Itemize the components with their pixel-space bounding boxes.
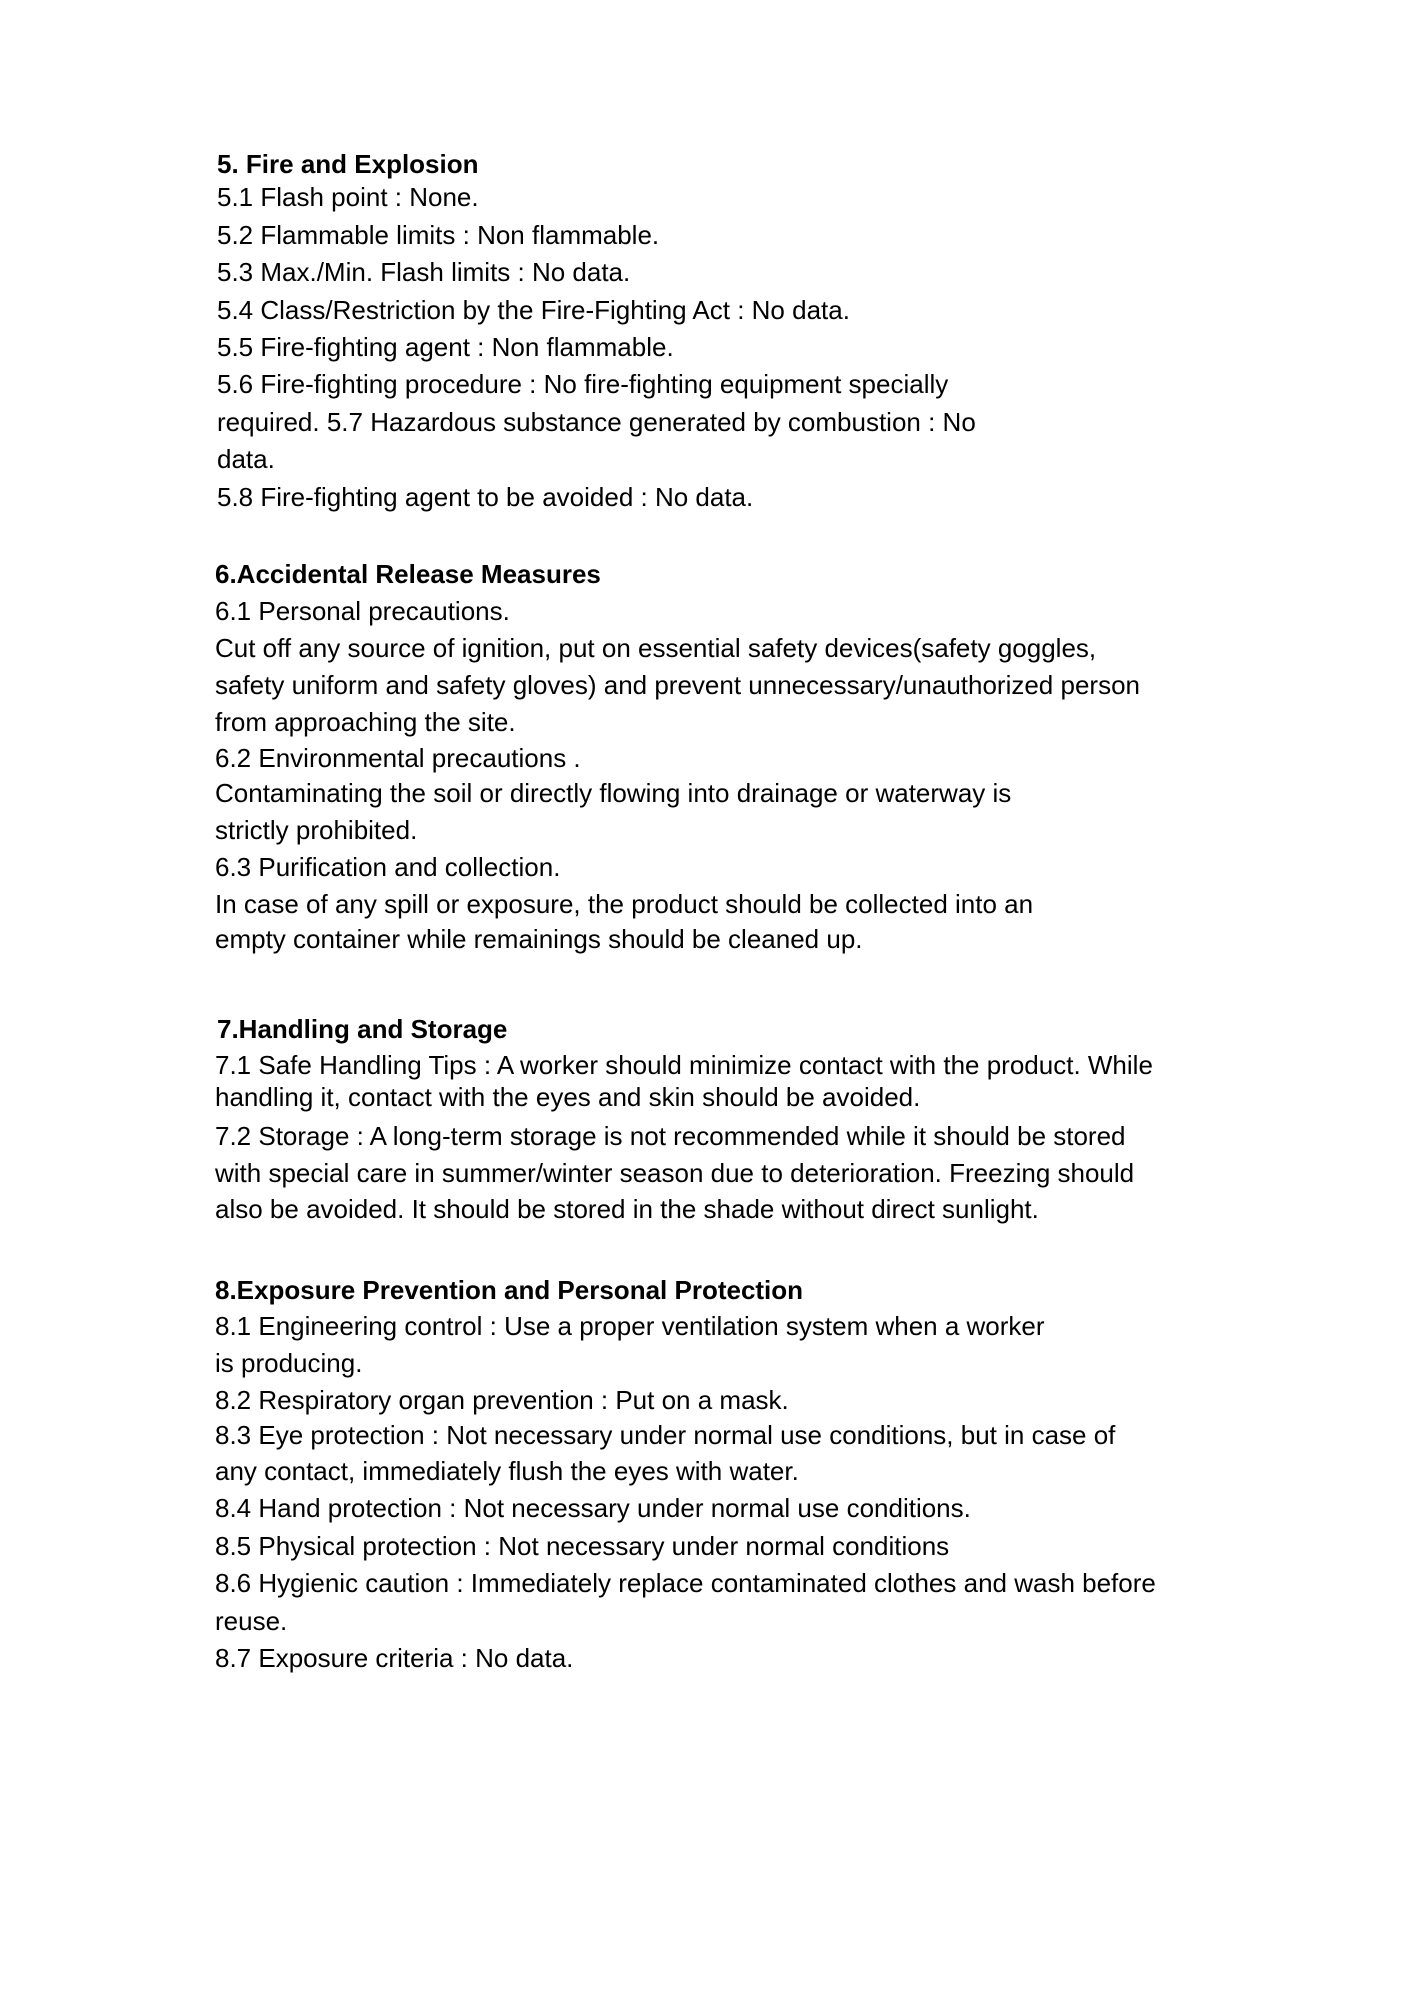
text-line: from approaching the site.	[215, 707, 516, 737]
text-line: 6.1 Personal precautions.	[215, 596, 510, 626]
text-line: data.	[217, 444, 275, 474]
text-line: 8.5 Physical protection : Not necessary under normal conditions	[215, 1531, 950, 1561]
text-line: handling it, contact with the eyes and skin should be avoided.	[215, 1082, 921, 1112]
text-line: strictly prohibited.	[215, 815, 418, 845]
section-heading: 6.Accidental Release Measures	[215, 559, 601, 589]
section-heading: 7.Handling and Storage	[217, 1014, 508, 1044]
text-line: Cut off any source of ignition, put on essential safety devices(safety goggles,	[215, 633, 1097, 663]
text-line: 8.7 Exposure criteria : No data.	[215, 1643, 574, 1673]
text-line: with special care in summer/winter season due to deterioration. Freezing should	[215, 1158, 1135, 1188]
text-line: safety uniform and safety gloves) and prevent unnecessary/unauthorized person	[215, 670, 1140, 700]
text-line: 8.6 Hygienic caution : Immediately replace contaminated clothes and wash before	[215, 1568, 1156, 1598]
text-line: 8.4 Hand protection : Not necessary under normal use conditions.	[215, 1493, 971, 1523]
section-heading: 5. Fire and Explosion	[217, 149, 479, 179]
text-line: 6.2 Environmental precautions .	[215, 743, 581, 773]
text-line: 8.1 Engineering control : Use a proper ventilation system when a worker	[215, 1311, 1045, 1341]
section-heading: 8.Exposure Prevention and Personal Protection	[215, 1275, 804, 1305]
text-line: 5.4 Class/Restriction by the Fire-Fighting Act : No data.	[217, 295, 850, 325]
text-line: reuse.	[215, 1606, 288, 1636]
text-line: 7.1 Safe Handling Tips : A worker should minimize contact with the product. While	[215, 1050, 1153, 1080]
text-line: Contaminating the soil or directly flowing into drainage or waterway is	[215, 778, 1012, 808]
text-line: is producing.	[215, 1348, 363, 1378]
text-line: 5.8 Fire-fighting agent to be avoided : No data.	[217, 482, 754, 512]
text-line: In case of any spill or exposure, the product should be collected into an	[215, 889, 1034, 919]
text-line: 8.2 Respiratory organ prevention : Put on a mask.	[215, 1385, 789, 1415]
text-line: 7.2 Storage : A long-term storage is not recommended while it should be stored	[215, 1121, 1126, 1151]
text-line: 6.3 Purification and collection.	[215, 852, 561, 882]
text-line: 5.2 Flammable limits : Non flammable.	[217, 220, 660, 250]
text-line: 5.5 Fire-fighting agent : Non flammable.	[217, 332, 674, 362]
text-line: 5.6 Fire-fighting procedure : No fire-fighting equipment specially	[217, 369, 949, 399]
text-line: required. 5.7 Hazardous substance generated by combustion : No	[217, 407, 976, 437]
text-line: empty container while remainings should be cleaned up.	[215, 924, 863, 954]
text-line: 8.3 Eye protection : Not necessary under normal use conditions, but in case of	[215, 1420, 1116, 1450]
text-line: any contact, immediately flush the eyes with water.	[215, 1456, 799, 1486]
text-line: also be avoided. It should be stored in the shade without direct sunlight.	[215, 1194, 1039, 1224]
text-line: 5.3 Max./Min. Flash limits : No data.	[217, 257, 631, 287]
text-line: 5.1 Flash point : None.	[217, 182, 479, 212]
